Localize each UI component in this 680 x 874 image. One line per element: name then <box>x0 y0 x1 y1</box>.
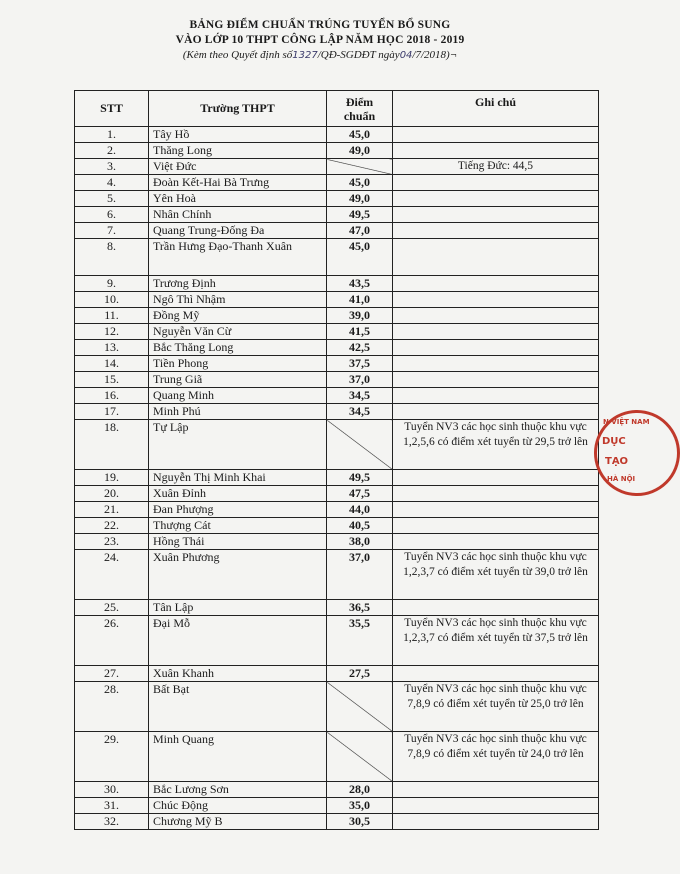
row-score: 44,0 <box>327 502 393 518</box>
table-row <box>75 502 599 518</box>
row-stt: 32. <box>75 814 149 830</box>
row-note: Tuyển NV3 các học sinh thuộc khu vực 1,2,3,7 có điểm xét tuyển từ 39,0 trở lên <box>393 550 599 600</box>
row-stt: 19. <box>75 470 149 486</box>
decision-reference: (Kèm theo Quyết định số1327/QĐ-SGDĐT ngày04/7/2018)¬ <box>182 49 458 61</box>
row-note <box>393 372 599 388</box>
row-score <box>327 420 393 470</box>
row-score: 36,5 <box>327 600 393 616</box>
row-stt: 25. <box>75 600 149 616</box>
row-score: 28,0 <box>327 782 393 798</box>
row-note <box>393 175 599 191</box>
row-score: 38,0 <box>327 534 393 550</box>
row-note <box>393 143 599 159</box>
row-stt: 27. <box>75 666 149 682</box>
row-stt: 20. <box>75 486 149 502</box>
row-school: Hồng Thái <box>149 534 327 550</box>
official-seal: N VIỆT NAM DỤC TẠO HÀ NỘI <box>594 410 680 496</box>
row-stt: 29. <box>75 732 149 782</box>
row-note <box>393 666 599 682</box>
row-score: 42,5 <box>327 340 393 356</box>
row-score: 37,5 <box>327 356 393 372</box>
row-score: 49,5 <box>327 207 393 223</box>
row-stt: 2. <box>75 143 149 159</box>
row-note: Tuyển NV3 các học sinh thuộc khu vực 7,8,9 có điểm xét tuyển từ 24,0 trở lên <box>393 732 599 782</box>
row-school: Xuân Khanh <box>149 666 327 682</box>
row-school: Thượng Cát <box>149 518 327 534</box>
row-school: Xuân Phương <box>149 550 327 600</box>
row-note: Tuyển NV3 các học sinh thuộc khu vực 7,8,9 có điểm xét tuyển từ 25,0 trở lên <box>393 682 599 732</box>
row-stt: 21. <box>75 502 149 518</box>
row-stt: 13. <box>75 340 149 356</box>
row-note <box>393 388 599 404</box>
row-note <box>393 814 599 830</box>
table-row <box>75 404 599 420</box>
row-school: Thăng Long <box>149 143 327 159</box>
row-note <box>393 798 599 814</box>
row-note: Tuyển NV3 các học sinh thuộc khu vực 1,2,3,7 có điểm xét tuyển từ 37,5 trở lên <box>393 616 599 666</box>
row-score: 34,5 <box>327 404 393 420</box>
table-row <box>75 798 599 814</box>
row-note <box>393 191 599 207</box>
row-school: Nhân Chính <box>149 207 327 223</box>
table-row <box>75 518 599 534</box>
row-score: 37,0 <box>327 550 393 600</box>
row-school: Đan Phượng <box>149 502 327 518</box>
row-stt: 24. <box>75 550 149 600</box>
row-stt: 4. <box>75 175 149 191</box>
row-score: 45,0 <box>327 175 393 191</box>
row-stt: 17. <box>75 404 149 420</box>
row-note <box>393 223 599 239</box>
row-score: 41,0 <box>327 292 393 308</box>
table-row <box>75 223 599 239</box>
table-row <box>75 600 599 616</box>
row-note <box>393 534 599 550</box>
row-note <box>393 276 599 292</box>
row-stt: 16. <box>75 388 149 404</box>
row-stt: 15. <box>75 372 149 388</box>
row-score: 40,5 <box>327 518 393 534</box>
row-note <box>393 782 599 798</box>
row-school: Quang Trung-Đống Đa <box>149 223 327 239</box>
row-stt: 30. <box>75 782 149 798</box>
col-note: Ghi chú <box>393 91 599 127</box>
table-row <box>75 340 599 356</box>
row-note <box>393 470 599 486</box>
row-score: 45,0 <box>327 127 393 143</box>
row-note <box>393 356 599 372</box>
row-stt: 9. <box>75 276 149 292</box>
row-score <box>327 682 393 732</box>
table-row <box>75 356 599 372</box>
row-note <box>393 127 599 143</box>
row-stt: 8. <box>75 239 149 276</box>
row-stt: 31. <box>75 798 149 814</box>
row-school: Ngô Thì Nhậm <box>149 292 327 308</box>
table-row <box>75 682 599 732</box>
row-note <box>393 600 599 616</box>
table-row <box>75 324 599 340</box>
row-school: Trần Hưng Đạo-Thanh Xuân <box>149 239 327 276</box>
row-school: Quang Minh <box>149 388 327 404</box>
row-stt: 6. <box>75 207 149 223</box>
row-score: 41,5 <box>327 324 393 340</box>
col-score: Điểm chuẩn <box>327 91 393 127</box>
title-line-2: VÀO LỚP 10 THPT CÔNG LẬP NĂM HỌC 2018 - 2019 <box>175 34 465 46</box>
row-school: Nguyễn Thị Minh Khai <box>149 470 327 486</box>
row-stt: 18. <box>75 420 149 470</box>
title-line-1: BẢNG ĐIỂM CHUẨN TRÚNG TUYỂN BỔ SUNG <box>189 19 451 31</box>
row-score: 35,0 <box>327 798 393 814</box>
table-row <box>75 372 599 388</box>
table-row <box>75 470 599 486</box>
row-school: Xuân Đỉnh <box>149 486 327 502</box>
row-score: 43,5 <box>327 276 393 292</box>
table-row <box>75 207 599 223</box>
row-stt: 14. <box>75 356 149 372</box>
row-note <box>393 292 599 308</box>
row-note <box>393 340 599 356</box>
row-school: Minh Phú <box>149 404 327 420</box>
row-school: Chúc Động <box>149 798 327 814</box>
row-score: 49,0 <box>327 191 393 207</box>
row-school: Tự Lập <box>149 420 327 470</box>
row-school: Tân Lập <box>149 600 327 616</box>
row-score: 30,5 <box>327 814 393 830</box>
table-row <box>75 486 599 502</box>
row-note <box>393 239 599 276</box>
table-row <box>75 616 599 666</box>
table-row <box>75 666 599 682</box>
row-score: 49,0 <box>327 143 393 159</box>
row-note <box>393 404 599 420</box>
row-stt: 5. <box>75 191 149 207</box>
row-stt: 23. <box>75 534 149 550</box>
row-stt: 12. <box>75 324 149 340</box>
row-stt: 11. <box>75 308 149 324</box>
table-row <box>75 292 599 308</box>
table-row <box>75 732 599 782</box>
row-score <box>327 732 393 782</box>
row-score: 27,5 <box>327 666 393 682</box>
row-note <box>393 486 599 502</box>
row-note <box>393 324 599 340</box>
row-stt: 10. <box>75 292 149 308</box>
table-row <box>75 782 599 798</box>
table-row <box>75 191 599 207</box>
row-school: Bất Bạt <box>149 682 327 732</box>
row-note: Tiếng Đức: 44,5 <box>393 159 599 175</box>
col-stt: STT <box>75 91 149 127</box>
row-stt: 1. <box>75 127 149 143</box>
row-score <box>327 159 393 175</box>
row-school: Đồng Mỹ <box>149 308 327 324</box>
row-note: Tuyển NV3 các học sinh thuộc khu vực 1,2,5,6 có điểm xét tuyển từ 29,5 trở lên <box>393 420 599 470</box>
table-row <box>75 550 599 600</box>
table-header-row <box>75 91 599 127</box>
row-score: 47,0 <box>327 223 393 239</box>
row-note <box>393 518 599 534</box>
decision-number: 1327 <box>292 50 318 61</box>
decision-day: 04 <box>399 50 413 61</box>
table-row <box>75 308 599 324</box>
row-score: 45,0 <box>327 239 393 276</box>
row-stt: 28. <box>75 682 149 732</box>
row-score: 49,5 <box>327 470 393 486</box>
row-score: 39,0 <box>327 308 393 324</box>
row-stt: 3. <box>75 159 149 175</box>
table-row <box>75 127 599 143</box>
row-score: 35,5 <box>327 616 393 666</box>
table-row <box>75 388 599 404</box>
row-school: Tiền Phong <box>149 356 327 372</box>
row-school: Minh Quang <box>149 732 327 782</box>
row-score: 34,5 <box>327 388 393 404</box>
row-school: Đại Mỗ <box>149 616 327 666</box>
row-note <box>393 502 599 518</box>
row-stt: 7. <box>75 223 149 239</box>
row-score: 37,0 <box>327 372 393 388</box>
table-row <box>75 276 599 292</box>
table-row <box>75 239 599 276</box>
score-table <box>74 90 599 830</box>
row-stt: 22. <box>75 518 149 534</box>
row-school: Chương Mỹ B <box>149 814 327 830</box>
row-school: Bắc Lương Sơn <box>149 782 327 798</box>
row-note <box>393 207 599 223</box>
row-school: Việt Đức <box>149 159 327 175</box>
row-school: Nguyễn Văn Cừ <box>149 324 327 340</box>
row-school: Trung Giã <box>149 372 327 388</box>
row-score: 47,5 <box>327 486 393 502</box>
row-school: Đoàn Kết-Hai Bà Trưng <box>149 175 327 191</box>
table-row <box>75 159 599 175</box>
document-header <box>0 18 640 64</box>
row-school: Trương Định <box>149 276 327 292</box>
row-note <box>393 308 599 324</box>
row-school: Tây Hồ <box>149 127 327 143</box>
table-row <box>75 175 599 191</box>
row-school: Bắc Thăng Long <box>149 340 327 356</box>
table-row <box>75 143 599 159</box>
row-school: Yên Hoà <box>149 191 327 207</box>
col-school: Trường THPT <box>149 91 327 127</box>
table-row <box>75 814 599 830</box>
table-row <box>75 534 599 550</box>
table-row <box>75 420 599 470</box>
row-stt: 26. <box>75 616 149 666</box>
